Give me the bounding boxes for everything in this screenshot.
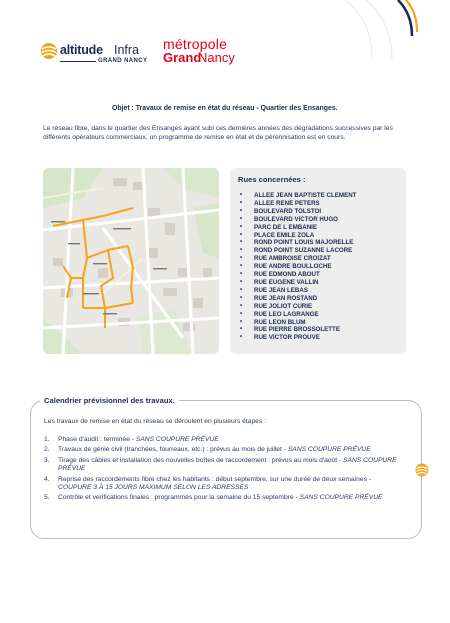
street-item: • RUE JEAN ROSTAND [240, 295, 356, 303]
street-item: • RUE ANDRE BOULLOCHE [240, 263, 356, 271]
street-item: • ROND POINT LOUIS MAJORELLE [240, 239, 356, 247]
step-number: 1. [44, 436, 50, 443]
map-graphic [43, 168, 219, 354]
step-text: Reprise des raccordements fibre chez les habitants : début septembre, sur une durée de deux semaines - [58, 475, 371, 483]
step-number: 5. [44, 494, 50, 502]
step-note: SANS COUPURE PRÉVUE [299, 494, 383, 502]
logo-nancy-word: Nancy [198, 50, 235, 65]
step-number: 2. [44, 446, 50, 454]
step-number: 3. [44, 456, 50, 464]
step-note: SANS COUPURE PRÉVUE [58, 456, 397, 473]
step-note: SANS COUPURE PRÉVUE [135, 436, 219, 443]
street-item: • ROND POINT SUZANNE LACORE [240, 247, 356, 255]
street-item: • ALLEE JEAN BAPTISTE CLEMENT [240, 192, 356, 200]
calendar-step [44, 457, 404, 474]
street-item: • RUE PIERRE BROSSOLETTE [240, 326, 356, 334]
street-item: • RUE AMBROISE CROIZAT [240, 255, 356, 263]
logo-underline [60, 61, 96, 62]
intro-paragraph: Le réseau fibre, dans le quartier des Ensanges ayant subi ces dernières années des dégradations successives par les différents opérateurs commerciaux, un programme de remise en état et de pérennisation est en cours. [43, 125, 393, 141]
logo-word-altitude: altitude [60, 43, 103, 57]
calendar-intro: Les travaux de remise en état du réseau se déroulent en plusieurs étapes : [44, 418, 266, 425]
street-item: • RUE VICTOR PROUVE [240, 334, 356, 342]
step-number: 4. [44, 475, 50, 483]
street-item: • BOULEVARD TOLSTOI [240, 208, 356, 216]
street-item: • RUE EUGENE VALLIN [240, 279, 356, 287]
step-text: Phase d'audit : terminée - [58, 436, 136, 443]
calendar-step [44, 436, 404, 444]
altitude-swirl-icon [415, 463, 429, 477]
calendar-title: Calendrier prévisionnel des travaux. [40, 396, 179, 405]
calendar-step [44, 446, 404, 454]
street-item: • RUE LEO LAGRANGE [240, 311, 356, 319]
altitude-infra-logo [40, 40, 150, 68]
neighbourhood-map [43, 168, 219, 354]
step-note: COUPURE 3 À 15 JOURS MAXIMUM SELON LES ADRESSES [58, 484, 249, 492]
altitude-swirl-icon [40, 42, 58, 60]
logo-metropole-word: métropole [163, 36, 228, 52]
logo-grand-word: Grand [163, 50, 202, 65]
calendar-step [44, 476, 404, 493]
street-item: • BOULEVARD VICTOR HUGO [240, 216, 356, 224]
calendar-step [44, 494, 404, 502]
streets-panel [230, 168, 406, 354]
street-item: • PLACE EMILE ZOLA [240, 232, 356, 240]
streets-title: Rues concernées : [238, 175, 306, 184]
streets-list [240, 192, 356, 342]
street-item: • PARC DE L EMBANIE [240, 224, 356, 232]
logo-word-infra: Infra [114, 43, 140, 57]
metropole-grand-nancy-logo [163, 36, 253, 70]
street-item: • RUE LEON BLUM [240, 319, 356, 327]
step-text: Contrôle et vérifications finales : programmés pour la semaine du 15 septembre - [58, 494, 300, 502]
logo-sub-grand-nancy: GRAND NANCY [98, 58, 148, 64]
step-note: SANS COUPURE PRÉVUE [287, 446, 371, 454]
calendar-steps [44, 436, 404, 505]
step-text: Tirage des câbles et installation des nouvelles boîtes de raccordement : prévus au mois d'août - [58, 456, 344, 464]
street-item: • ALLEE RENE PETERS [240, 200, 356, 208]
street-item: • RUE JEAN LEBAS [240, 287, 356, 295]
letter-subject: Objet : Travaux de remise en état du réseau - Quartier des Ensanges. [112, 105, 338, 112]
street-item: • RUE EDMOND ABOUT [240, 271, 356, 279]
step-text: Travaux de génie civil (tranchées, fourreaux, etc.) : prévus au mois de juillet - [58, 446, 288, 454]
street-item: • RUE JOLIOT CURIE [240, 303, 356, 311]
